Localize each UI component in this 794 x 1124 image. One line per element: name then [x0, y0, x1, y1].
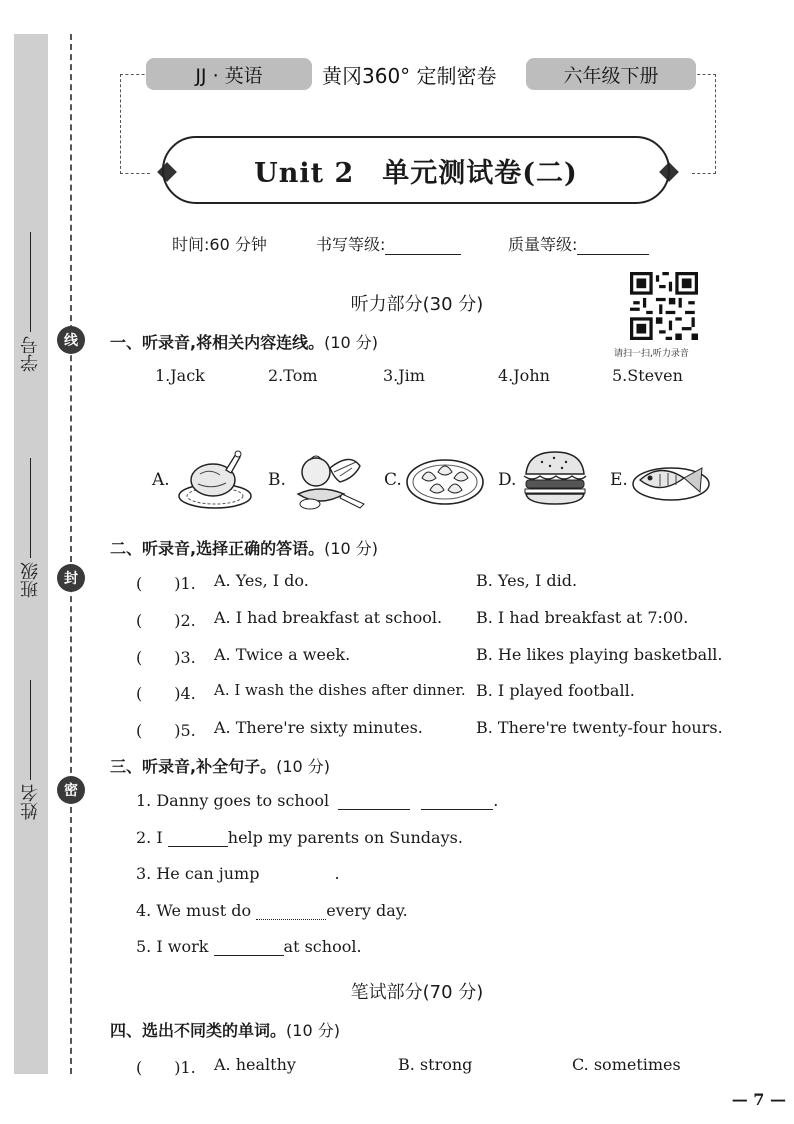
q4-item-1-option-b[interactable]: B. strong	[398, 1055, 473, 1074]
q1-pic-label-b: B.	[268, 470, 286, 490]
q1-pic-label-e: E.	[610, 470, 628, 490]
header-frame-right	[692, 74, 716, 174]
class-blank[interactable]	[31, 458, 32, 558]
q2-item-2-option-b[interactable]: B. I had breakfast at 7:00.	[476, 608, 689, 627]
q3-item-5-end: at school.	[283, 937, 362, 956]
writing-grade	[316, 232, 461, 255]
writing-section-title: 笔试部分(70 分)	[350, 982, 484, 1003]
student-id-blank[interactable]	[31, 232, 32, 332]
q2-item-5-number[interactable]: ( )5.	[136, 721, 196, 740]
q1-name-1[interactable]: 1.Jack	[155, 366, 205, 385]
q3-item-3	[136, 864, 340, 883]
name-field[interactable]	[16, 680, 46, 820]
fish-icon[interactable]	[630, 448, 712, 506]
q3-item-1-blank-2[interactable]	[421, 792, 493, 810]
q3-item-2-end: help my parents on Sundays.	[227, 828, 463, 847]
name-blank[interactable]	[31, 680, 32, 780]
q2-item-2-option-a[interactable]: A. I had breakfast at school.	[214, 608, 443, 627]
q2-item-3-option-b[interactable]: B. He likes playing basketball.	[476, 645, 723, 664]
q2-heading-text: 二、听录音,选择正确的答语。	[110, 539, 325, 558]
q3-item-4-blank[interactable]	[256, 902, 326, 920]
q1-name-2[interactable]: 2.Tom	[268, 366, 318, 385]
qr-caption: 请扫一扫,听力录音	[614, 349, 689, 359]
q3-item-5-blank[interactable]	[214, 938, 284, 956]
page-number: — 7 —	[731, 1090, 786, 1109]
q4-item-1-number[interactable]: ( )1.	[136, 1058, 196, 1077]
q3-item-1-text: 1. Danny goes to school	[136, 791, 330, 810]
subject-pill: JJ · 英语	[146, 58, 312, 90]
q2-item-1-option-b[interactable]: B. Yes, I did.	[476, 571, 578, 590]
writing-grade-blank[interactable]	[385, 237, 461, 255]
q3-item-2-text: 2. I	[136, 828, 163, 847]
q4-item-1-option-c[interactable]: C. sometimes	[572, 1055, 681, 1074]
q1-pic-label-d: D.	[498, 470, 517, 490]
vegetables-icon[interactable]	[290, 448, 370, 512]
q2-item-5-option-b[interactable]: B. There're twenty-four hours.	[476, 718, 723, 737]
q3-item-2-blank[interactable]	[168, 829, 228, 847]
q2-item-2-number[interactable]: ( )2.	[136, 611, 196, 630]
q3-item-5	[136, 937, 362, 956]
quality-grade-blank[interactable]	[577, 237, 649, 255]
roast-chicken-icon[interactable]	[176, 448, 254, 512]
q3-item-4-end: every day.	[326, 901, 408, 920]
question-1-heading	[110, 330, 378, 353]
q1-pic-label-a: A.	[152, 470, 170, 490]
question-4-heading	[110, 1018, 340, 1041]
q3-heading-text: 三、听录音,补全句子。	[110, 757, 277, 776]
q3-item-2	[136, 828, 463, 847]
cut-mark-feng: 封	[57, 564, 85, 592]
student-id-label: 学号	[20, 336, 41, 372]
name-label: 姓名	[20, 784, 41, 820]
page-title-box	[162, 136, 670, 204]
hamburger-icon[interactable]	[520, 448, 590, 508]
q1-points: (10 分)	[324, 333, 379, 352]
q3-item-3-end: .	[334, 864, 340, 883]
header-frame-left	[120, 74, 150, 174]
q1-pic-label-c: C.	[384, 470, 402, 490]
cut-mark-xian: 线	[57, 326, 85, 354]
q3-points: (10 分)	[276, 757, 331, 776]
q1-name-3[interactable]: 3.Jim	[383, 366, 425, 385]
writing-grade-label: 书写等级:	[316, 235, 386, 254]
listening-section-title: 听力部分(30 分)	[350, 294, 484, 315]
q3-item-3-blank[interactable]	[265, 865, 335, 883]
q4-heading-text: 四、选出不同类的单词。	[110, 1021, 287, 1040]
question-2-heading	[110, 536, 378, 559]
page-title: Unit 2 单元测试卷(二)	[254, 157, 578, 189]
q2-item-1-option-a[interactable]: A. Yes, I do.	[214, 571, 309, 590]
q2-item-3-option-a[interactable]: A. Twice a week.	[214, 645, 351, 664]
q3-item-1-end: .	[493, 791, 499, 810]
quality-grade	[508, 232, 649, 255]
cut-line	[70, 34, 72, 1074]
q2-item-4-option-a[interactable]: A. I wash the dishes after dinner.	[214, 681, 466, 699]
q1-name-4[interactable]: 4.John	[498, 366, 550, 385]
q3-item-5-text: 5. I work	[136, 937, 209, 956]
q3-item-3-text: 3. He can jump	[136, 864, 260, 883]
q2-item-1-number[interactable]: ( )1.	[136, 574, 196, 593]
q2-points: (10 分)	[324, 539, 379, 558]
cut-mark-mi: 密	[57, 776, 85, 804]
q3-item-1-blank-1[interactable]	[338, 792, 410, 810]
class-field[interactable]	[16, 458, 46, 598]
series-name: 黄冈360° 定制密卷	[322, 64, 497, 88]
question-3-heading	[110, 754, 330, 777]
class-label: 班级	[20, 562, 41, 598]
q3-item-4	[136, 901, 408, 920]
q2-item-5-option-a[interactable]: A. There're sixty minutes.	[214, 718, 423, 737]
q4-item-1-option-a[interactable]: A. healthy	[214, 1055, 296, 1074]
q1-heading-text: 一、听录音,将相关内容连线。	[110, 333, 325, 352]
grade-pill: 六年级下册	[526, 58, 696, 90]
q2-item-4-number[interactable]: ( )4.	[136, 684, 196, 703]
quality-grade-label: 质量等级:	[508, 235, 578, 254]
time-info: 时间:60 分钟	[172, 235, 267, 254]
q2-item-3-number[interactable]: ( )3.	[136, 648, 196, 667]
q2-item-4-option-b[interactable]: B. I played football.	[476, 681, 635, 700]
q1-name-5[interactable]: 5.Steven	[612, 366, 683, 385]
q3-item-1	[136, 791, 498, 810]
dumplings-icon[interactable]	[404, 448, 486, 510]
q4-points: (10 分)	[286, 1021, 340, 1040]
q3-item-4-text: 4. We must do	[136, 901, 252, 920]
